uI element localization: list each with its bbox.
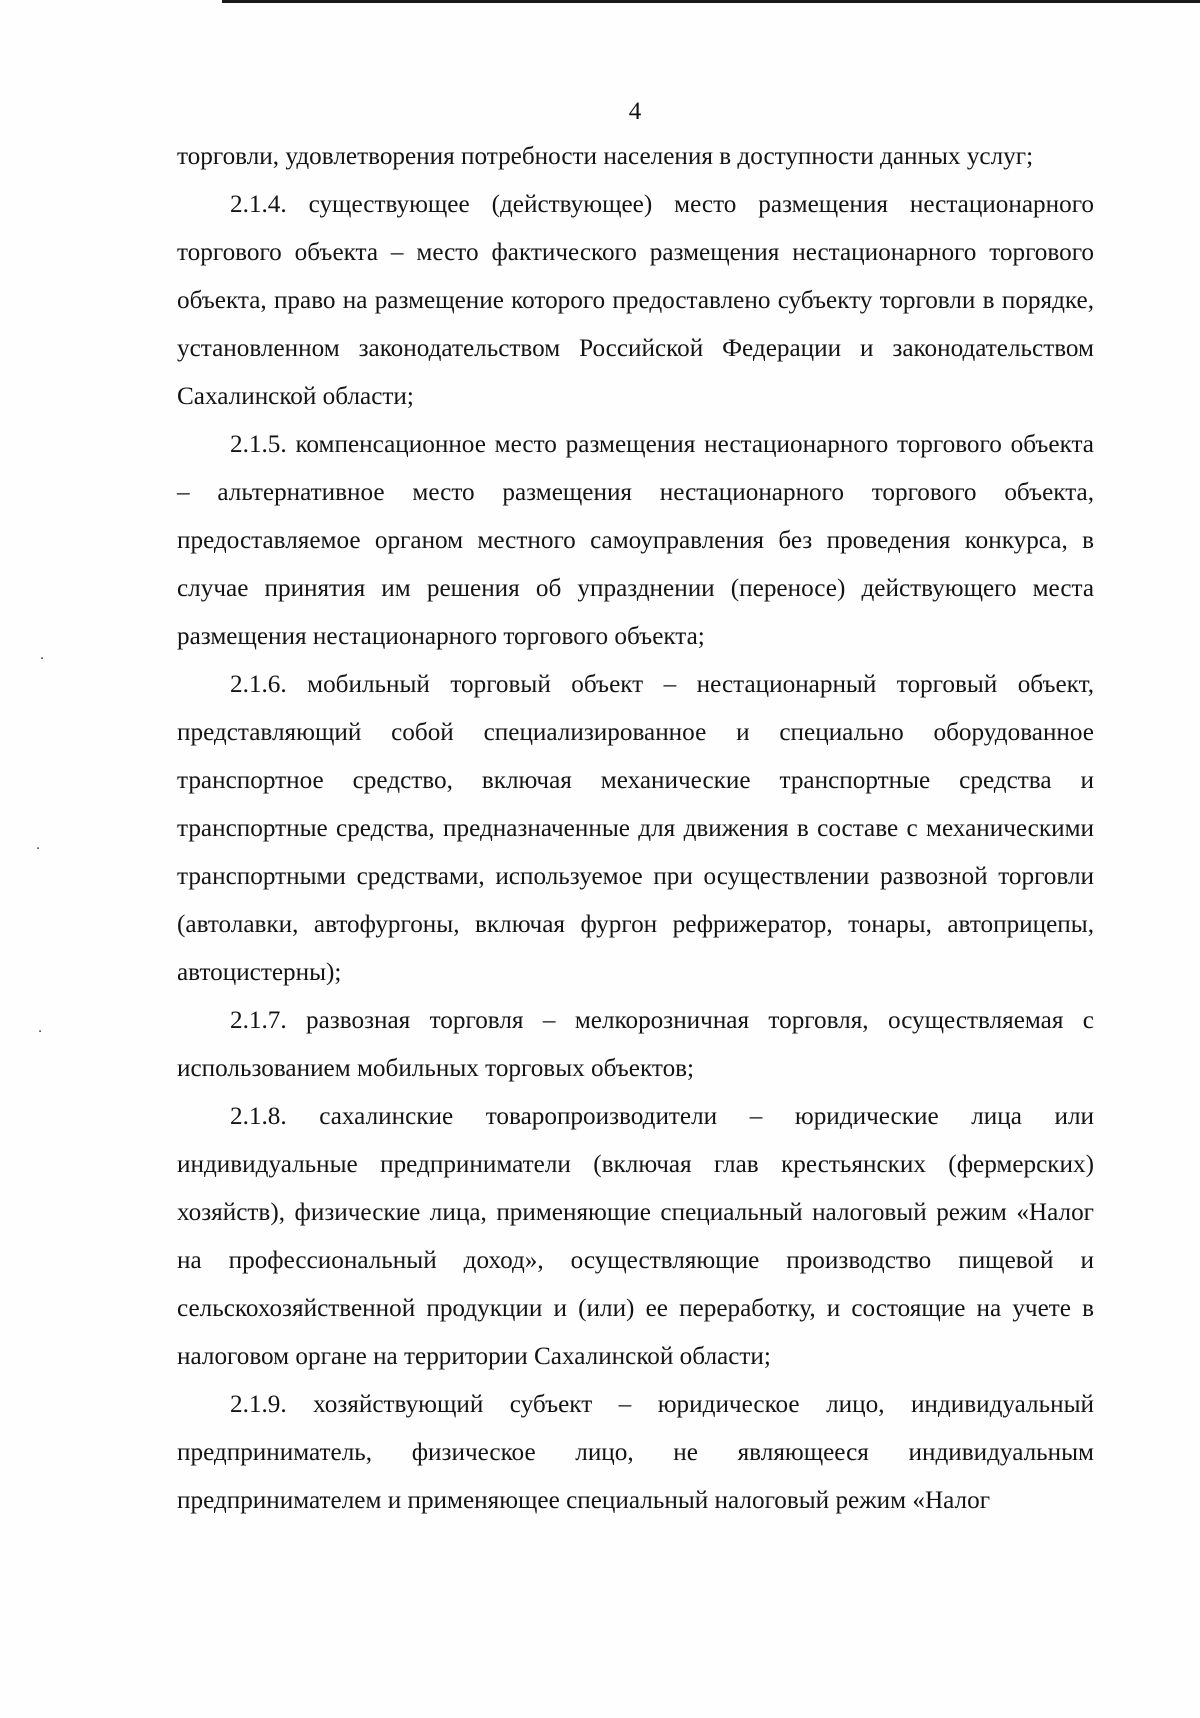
paragraph-continuation: торговли, удовлетворения потребности населения в доступности данных услуг;: [177, 143, 1034, 170]
paragraph-2-1-4: 2.1.4. существующее (действующее) место размещения нестационарного торгового объекта – место фактического размещения нестационарного торгового объекта, право на размещение которого предоставлено субъекту торговли в порядке, установленном законодательством Российской Федерации и законодательством Сахалинской области;: [177, 191, 1094, 410]
paragraph-2-1-6: 2.1.6. мобильный торговый объект – нестационарный торговый объект, представляющий собой специализированное и специально оборудованное транспортное средство, включая механические транспортные средства и транспортные средства, предназначенные для движения в составе с механическими транспортными средствами, используемое при осуществлении развозной торговли (автолавки, автофургоны, включая фургон рефрижератор, тонары, автоприцепы, автоцистерны);: [177, 671, 1094, 986]
scan-speck: ·: [40, 652, 45, 667]
scan-speck: ·: [38, 1025, 43, 1040]
scan-speck: ·: [36, 842, 41, 857]
document-body: [177, 133, 1094, 1525]
paragraph-2-1-7: 2.1.7. развозная торговля – мелкорозничная торговля, осуществляемая с использованием мобильных торговых объектов;: [177, 1007, 1094, 1082]
page-number: 4: [628, 98, 642, 125]
top-border-line: [222, 0, 1200, 3]
paragraph-2-1-9: 2.1.9. хозяйствующий субъект – юридическое лицо, индивидуальный предприниматель, физическое лицо, не являющееся индивидуальным предпринимателем и применяющее специальный налоговый режим «Налог: [177, 1391, 1094, 1514]
paragraph-2-1-8: 2.1.8. сахалинские товаропроизводители – юридические лица или индивидуальные предприниматели (включая глав крестьянских (фермерских) хозяйств), физические лица, применяющие специальный налоговый режим «Налог на профессиональный доход», осуществляющие производство пищевой и сельскохозяйственной продукции и (или) ее переработку, и состоящие на учете в налоговом органе на территории Сахалинской области;: [177, 1103, 1094, 1370]
paragraph-2-1-5: 2.1.5. компенсационное место размещения нестационарного торгового объекта – альтернативное место размещения нестационарного торгового объекта, предоставляемое органом местного самоуправления без проведения конкурса, в случае принятия им решения об упразднении (переносе) действующего места размещения нестационарного торгового объекта;: [177, 431, 1094, 650]
